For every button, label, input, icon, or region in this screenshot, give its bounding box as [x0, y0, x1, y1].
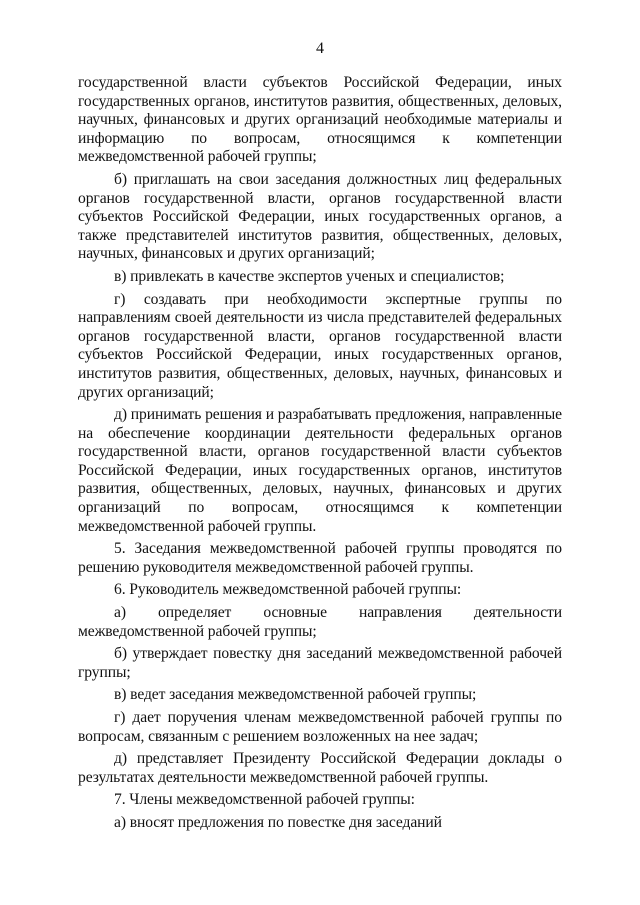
paragraph-section-7: 7. Члены межведомственной рабочей группы: [114, 791, 415, 809]
paragraph-item-b: б) приглашать на свои заседания должностных лиц федеральных органов государственной власти, органов государственной власти субъектов Российской Федерации, иных государственных органов, а также представителей институтов развития, общественных, деловых, научных, финансовых и других организаций; [78, 170, 562, 263]
paragraph-item-g: г) дает поручения членам межведомственной рабочей группы по вопросам, связанным с решением возложенных на нее задач; [78, 709, 562, 745]
paragraph-section-5: 5. Заседания межведомственной рабочей группы проводятся по решению руководителя межведомственной рабочей группы. [78, 540, 562, 576]
document-body [78, 74, 562, 833]
paragraph-item-d: д) представляет Президенту Российской Федерации доклады о результатах деятельности межведомственной рабочей группы. [78, 750, 562, 786]
paragraph-continuation: государственной власти субъектов Российской Федерации, иных государственных органов, институтов развития, общественных, деловых, научных, финансовых и других организаций необходимые материалы и информацию по вопросам, относящимся к компетенции межведомственной рабочей группы; [78, 74, 562, 166]
paragraph-item-b: б) утверждает повестку дня заседаний межведомственной рабочей группы; [78, 645, 562, 681]
paragraph-item-a: а) определяет основные направления деятельности межведомственной рабочей группы; [78, 604, 562, 640]
paragraph-item-d: д) принимать решения и разрабатывать предложения, направленные на обеспечение координации деятельности федеральных органов государственной власти, органов государственной власти субъектов Российской Федерации, иных государственных органов, институтов развития, общественных, деловых, научных, финансовых и других организаций по вопросам, относящимся к компетенции межведомственной рабочей группы. [78, 406, 562, 535]
paragraph-item-g: г) создавать при необходимости экспертные группы по направлениям своей деятельности из числа представителей федеральных органов государственной власти, органов государственной власти субъектов Российской Федерации, иных государственных органов, институтов развития, общественных, деловых, научных, финансовых и других организаций; [78, 290, 562, 401]
page-number: 4 [316, 40, 324, 57]
paragraph-item-v: в) привлекать в качестве экспертов ученых и специалистов; [114, 267, 505, 285]
paragraph-section-6: 6. Руководитель межведомственной рабочей группы: [114, 581, 462, 599]
paragraph-item-a: а) вносят предложения по повестке дня заседаний [114, 813, 442, 831]
paragraph-item-v: в) ведет заседания межведомственной рабочей группы; [114, 686, 477, 704]
